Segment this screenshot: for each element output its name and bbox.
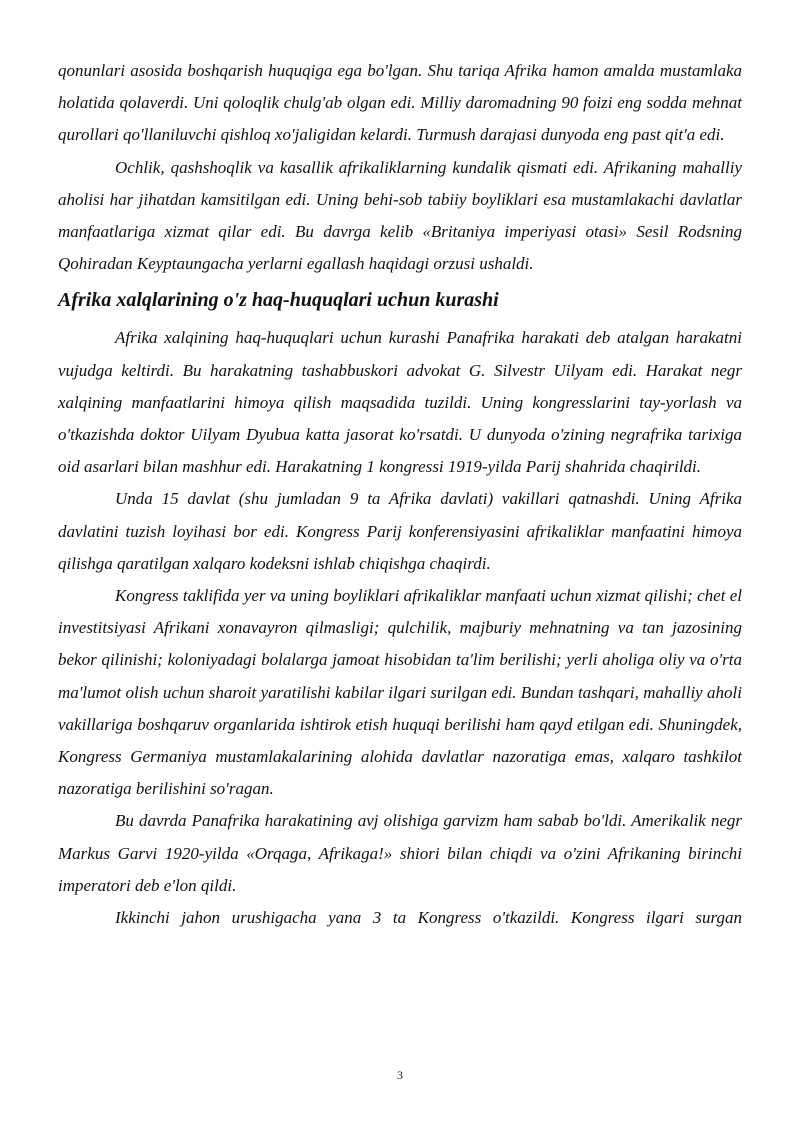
document-page <box>58 55 742 934</box>
paragraph: Kongress taklifida yer va uning boyliklari afrikaliklar manfaati uchun xizmat qilishi; chet el investitsiyasi Afrikani xonavayron qilmasligi; qulchilik, majburiy mehnatning va tan jazosining bekor qilinishi; koloniyadagi bolalarga jamoat hisobidan ta'lim berilishi; yerli aholiga oliy va o'rta ma'lumot olish uchun sharoit yaratilishi kabilar ilgari surilgan edi. Bundan tashqari, mahalliy aholi vakillariga boshqaruv organlarida ishtirok etish huquqi berilishi ham qayd etilgan edi. Shuningdek, Kongress Germaniya mustamlakalarining alohida davlatlar nazoratiga emas, xalqaro tashkilot nazoratiga berilishini so'ragan. <box>58 586 742 799</box>
paragraph: Bu davrda Panafrika harakatining avj olishiga garvizm ham sabab bo'ldi. Amerikalik negr Markus Garvi 1920-yilda «Orqaga, Afrikaga!» shiori bilan chiqdi va o'zini Afrikaning birinchi imperatori deb e'lon qildi. <box>58 811 742 895</box>
page-number: 3 <box>397 1068 403 1082</box>
paragraph: Ikkinchi jahon urushigacha yana 3 ta Kongress o'tkazildi. Kongress ilgari surgan <box>115 908 742 928</box>
paragraph: Unda 15 davlat (shu jumladan 9 ta Afrika davlati) vakillari qatnashdi. Uning Afrika davlatini tuzish loyihasi bor edi. Kongress Parij konferensiyasini afrikaliklar manfaatini himoya qilishga qaratilgan xalqaro kodeksni ishlab chiqishga chaqirdi. <box>58 489 742 573</box>
paragraph: Afrika xalqining haq-huquqlari uchun kurashi Panafrika harakati deb atalgan harakatni vujudga keltirdi. Bu harakatning tashabbuskori advokat G. Silvestr Uilyam edi. Harakat negr xalqining manfaatlarini himoya qilish maqsadida tuzildi. Uning kongresslarini tay-yorlash va o'tkazishda doktor Uilyam Dyubua katta jasorat ko'rsatdi. U dunyoda o'zining negrafrika tarixiga oid asarlari bilan mashhur edi. Harakatning 1 kongressi 1919-yilda Parij shahrida chaqirildi. <box>58 328 742 477</box>
paragraph: Ochlik, qashshoqlik va kasallik afrikaliklarning kundalik qismati edi. Afrikaning mahalliy aholisi har jihatdan kamsitilgan edi. Uning behi-sob tabiiy boyliklari esa mustamlakachi davlatlar manfaatlariga xizmat qilar edi. Bu davrga kelib «Britaniya imperiyasi otasi» Sesil Rodsning Qohiradan Keyptaungacha yerlarni egallash haqidagi orzusi ushaldi. <box>58 157 742 274</box>
section-heading: Afrika xalqlarining o'z haq-huquqlari uchun kurashi <box>58 289 499 312</box>
paragraph: qonunlari asosida boshqarish huquqiga ega bo'lgan. Shu tariqa Afrika hamon amalda mustamlaka holatida qolaverdi. Uni qoloqlik chulg'ab olgan edi. Milliy daromadning 90 foizi eng sodda mehnat qurollari qo'llaniluvchi qishloq xo'jaligidan kelardi. Turmush darajasi dunyoda eng past qit'a edi. <box>58 61 742 145</box>
